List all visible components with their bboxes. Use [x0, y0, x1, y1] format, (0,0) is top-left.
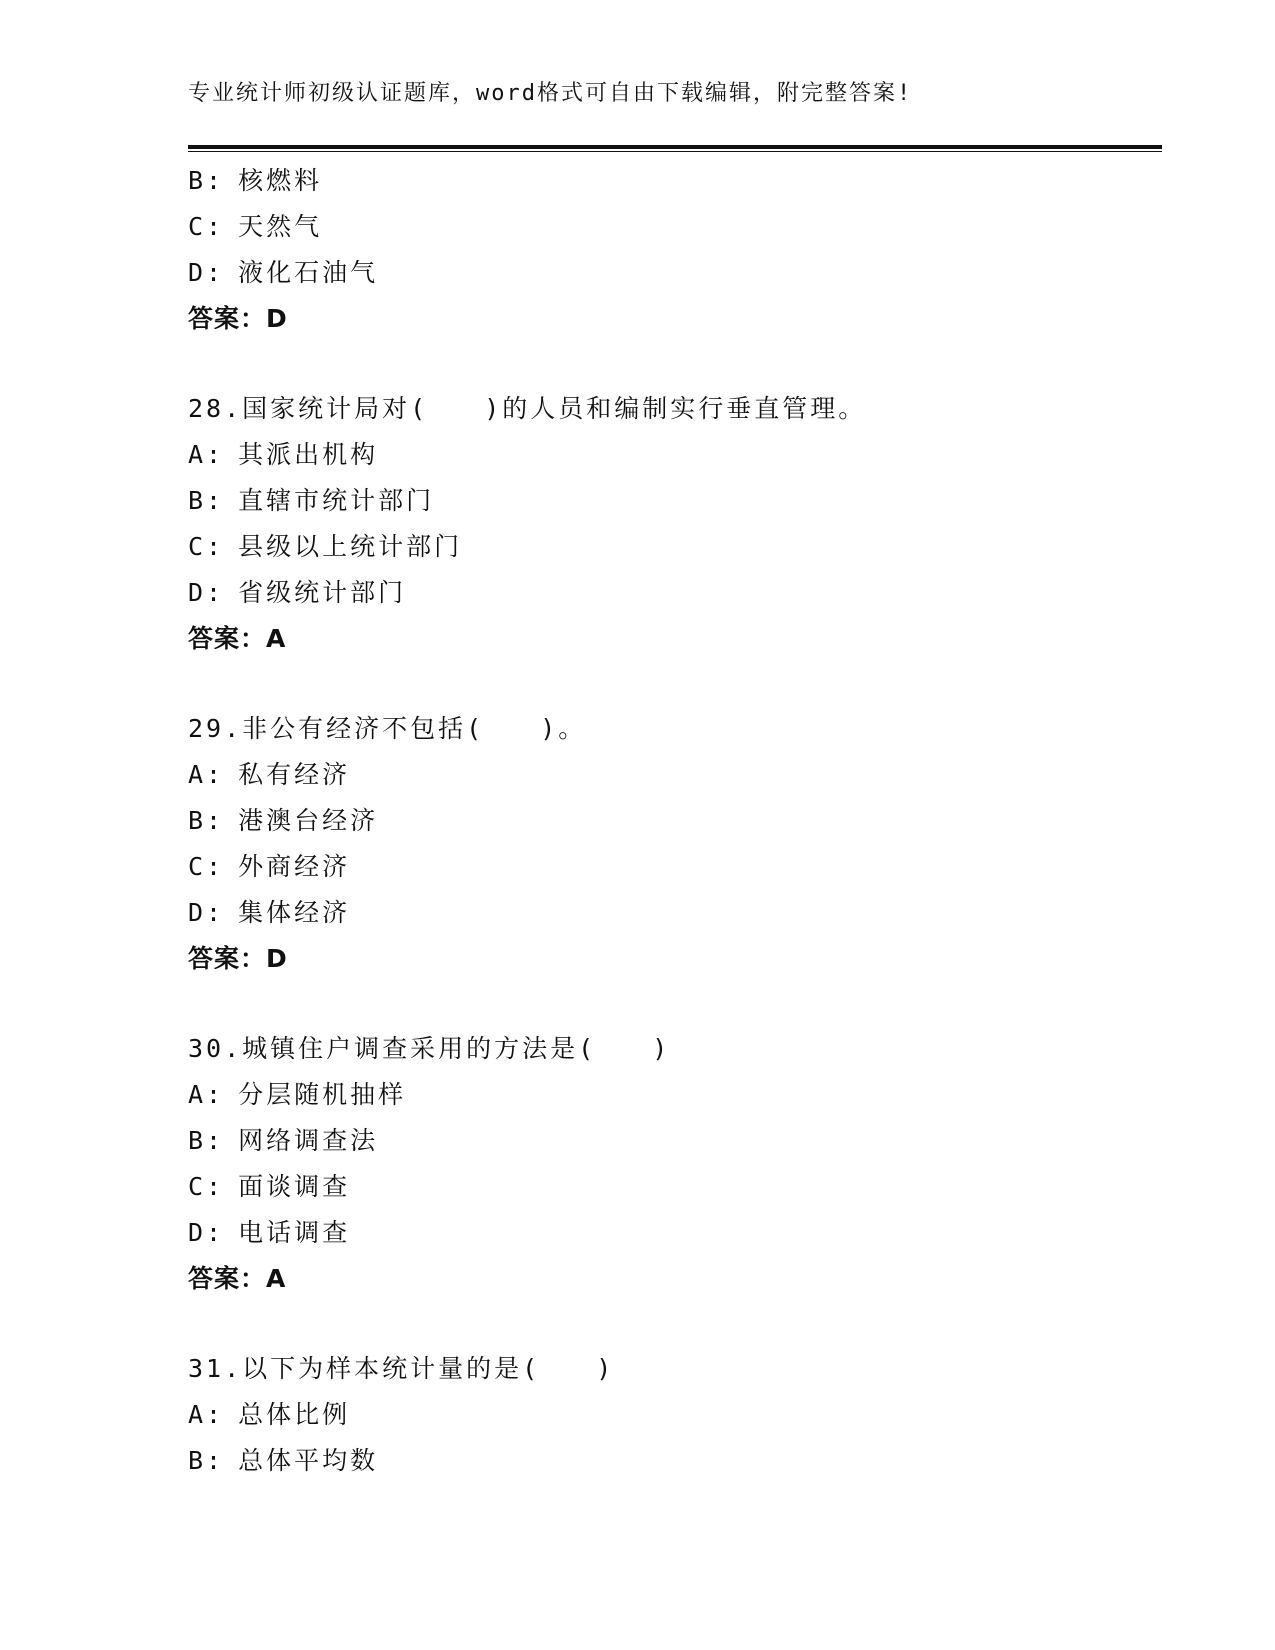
option-item [188, 478, 1168, 524]
option-key: D: [188, 1218, 225, 1247]
option-text: 其派出机构 [238, 440, 379, 469]
option-key: D: [188, 258, 225, 287]
question-text: 30.城镇住户调查采用的方法是( ) [188, 1034, 671, 1063]
option-item [188, 1164, 1168, 1210]
option-text: 港澳台经济 [238, 806, 379, 835]
header-rule-thick [188, 145, 1162, 149]
block-spacer [188, 982, 1168, 1026]
option-text: 县级以上统计部门 [238, 532, 463, 561]
option-text: 分层随机抽样 [238, 1080, 407, 1109]
option-text: 液化石油气 [238, 258, 379, 287]
option-text: 网络调查法 [238, 1126, 379, 1155]
option-key: C: [188, 532, 225, 561]
option-item [188, 158, 1168, 204]
option-key: A: [188, 1400, 225, 1429]
option-item [188, 798, 1168, 844]
answer-text: 答案：D [188, 944, 288, 973]
question-block [188, 158, 1168, 342]
option-item [188, 250, 1168, 296]
block-spacer [188, 1302, 1168, 1346]
option-item [188, 524, 1168, 570]
option-item [188, 844, 1168, 890]
option-item [188, 1392, 1168, 1438]
option-text: 外商经济 [238, 852, 351, 881]
answer-text: 答案：D [188, 304, 288, 333]
option-item [188, 752, 1168, 798]
option-key: B: [188, 486, 225, 515]
option-text: 直辖市统计部门 [238, 486, 435, 515]
question-block [188, 1026, 1168, 1302]
option-key: A: [188, 1080, 225, 1109]
page-header: 专业统计师初级认证题库，word格式可自由下载编辑，附完整答案! [188, 81, 913, 106]
option-text: 集体经济 [238, 898, 351, 927]
option-text: 省级统计部门 [238, 578, 407, 607]
question-block [188, 386, 1168, 662]
option-key: B: [188, 1126, 225, 1155]
option-key: D: [188, 898, 225, 927]
option-key: A: [188, 440, 225, 469]
option-key: A: [188, 760, 225, 789]
option-key: B: [188, 1446, 225, 1475]
option-item [188, 570, 1168, 616]
question-text: 28.国家统计局对( )的人员和编制实行垂直管理。 [188, 394, 867, 423]
option-text: 核燃料 [238, 166, 323, 195]
question-text: 29.非公有经济不包括( )。 [188, 714, 587, 743]
answer-text: 答案：A [188, 624, 287, 653]
option-key: B: [188, 806, 225, 835]
option-key: B: [188, 166, 225, 195]
option-text: 总体平均数 [238, 1446, 379, 1475]
option-item [188, 204, 1168, 250]
option-item [188, 1072, 1168, 1118]
option-item [188, 432, 1168, 478]
option-text: 天然气 [238, 212, 323, 241]
block-spacer [188, 662, 1168, 706]
question-text: 31.以下为样本统计量的是( ) [188, 1354, 615, 1383]
question-block [188, 706, 1168, 982]
option-key: C: [188, 212, 225, 241]
option-text: 电话调查 [238, 1218, 351, 1247]
option-item [188, 1438, 1168, 1484]
question-list [188, 158, 1168, 1484]
option-item [188, 890, 1168, 936]
option-item [188, 1210, 1168, 1256]
block-spacer [188, 342, 1168, 386]
option-text: 总体比例 [238, 1400, 351, 1429]
header-rule-thin [188, 151, 1162, 152]
answer-text: 答案：A [188, 1264, 287, 1293]
option-key: C: [188, 852, 225, 881]
option-key: D: [188, 578, 225, 607]
option-item [188, 1118, 1168, 1164]
option-key: C: [188, 1172, 225, 1201]
question-block [188, 1346, 1168, 1484]
option-text: 面谈调查 [238, 1172, 351, 1201]
option-text: 私有经济 [238, 760, 351, 789]
